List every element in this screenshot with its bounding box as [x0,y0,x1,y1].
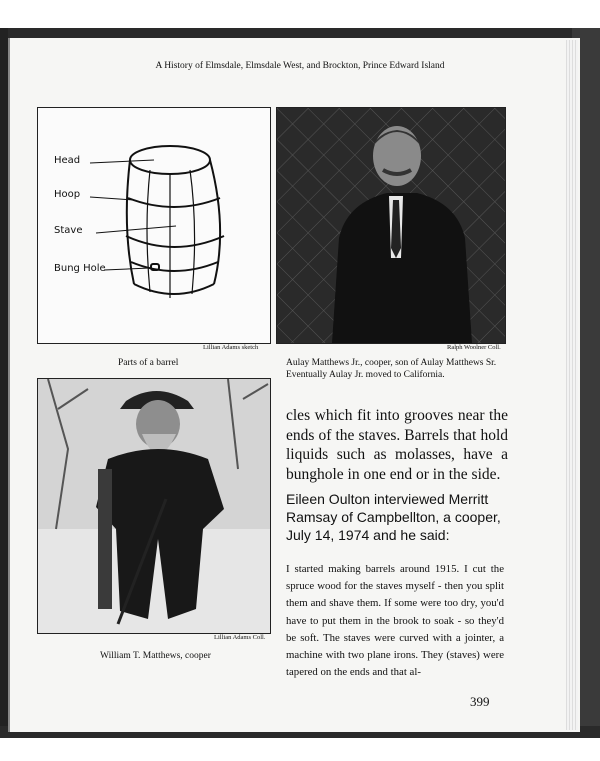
barrel-label-bung-hole: Bung Hole [54,263,106,274]
barrel-sketch-figure [37,107,271,344]
body-paragraph: cles which fit into grooves near the ends of the staves. Barrels that hold liquids such as molasses, have a bunghole in one end or in the side. [286,407,508,483]
seated-caption: William T. Matthews, cooper [100,651,211,661]
interview-quote: I started making barrels around 1915. I cut the spruce wood for the staves myself - then you split them and shave them. If some were too dry, you'd have to put them in the brook to soak - so they'd be soft. The staves were curved with a jointer, a machine with two plane irons. They (staves) were tapered on the ends and that al- [286,563,504,679]
barrel-label-hoop: Hoop [54,189,81,200]
interview-intro: Eileen Oulton interviewed Merritt Ramsay of Campbellton, a cooper, July 14, 1974 and he said: [286,491,501,543]
portrait-photo-image [277,108,505,343]
portrait-photo [276,107,506,344]
page-edges [566,40,578,730]
barrel-credit: Lillian Adams sketch [203,344,259,351]
barrel-label-stave: Stave [54,225,83,236]
seated-man-photo [37,378,271,634]
portrait-caption: Aulay Matthews Jr., cooper, son of Aulay Matthews Sr. Eventually Aulay Jr. moved to California. [286,358,497,380]
book-spine [0,28,8,738]
barrel-label-head: Head [54,155,81,166]
barrel-caption: Parts of a barrel [118,358,179,368]
seated-credit: Lillian Adams Coll. [214,634,266,641]
running-head: A History of Elmsdale, Elmsdale West, and Brockton, Prince Edward Island [155,61,445,71]
seated-man-photo-image [38,379,270,633]
portrait-credit: Ralph Woolner Coll. [447,344,501,351]
page-number: 399 [470,694,490,709]
